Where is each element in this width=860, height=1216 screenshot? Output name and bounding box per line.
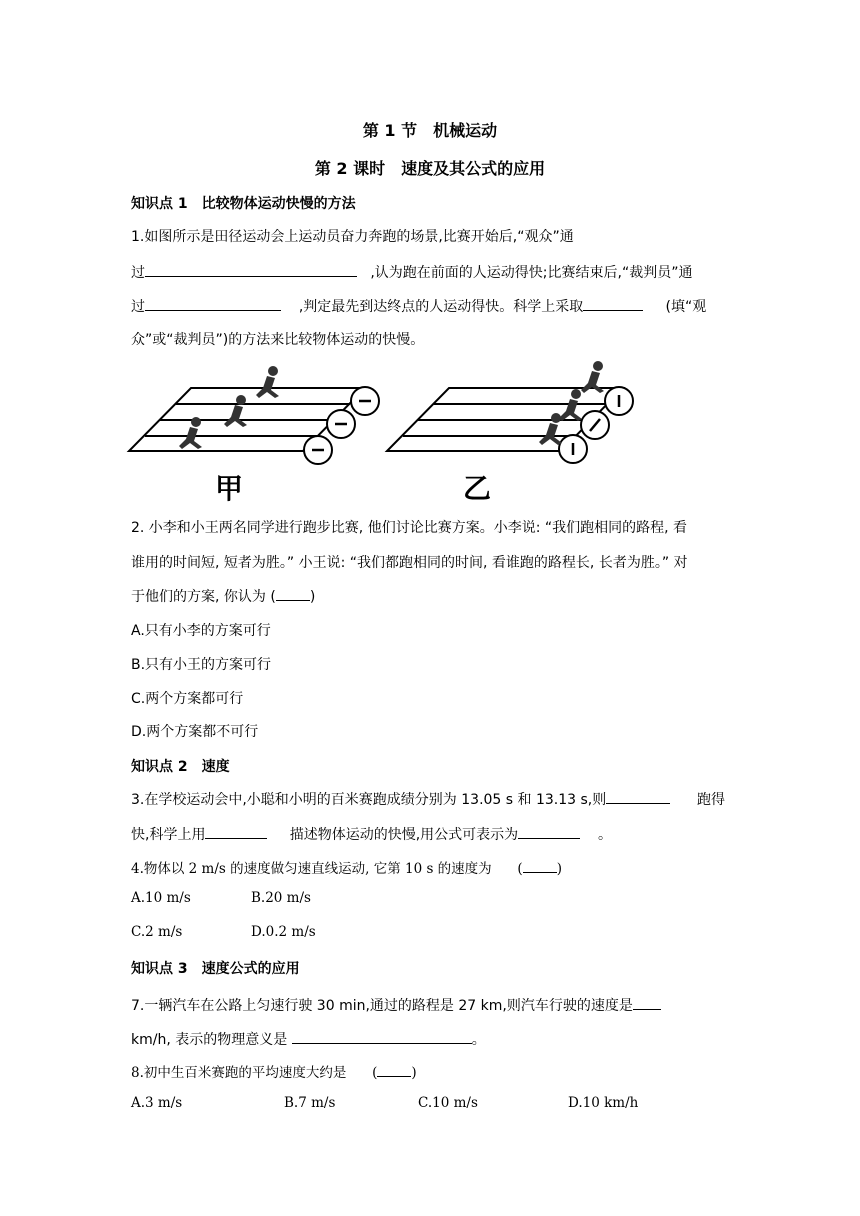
q7-blank-1[interactable]: [633, 995, 661, 1010]
q4-option-c: C.2 m/s: [131, 924, 183, 940]
kp3-heading: 知识点 3 速度公式的应用: [131, 961, 300, 977]
q4-option-a: A.10 m/s: [131, 890, 191, 906]
figure-label-b: 乙: [462, 472, 492, 505]
q1-blank-2[interactable]: [145, 296, 281, 311]
q4-line: 4.物体以 2 m/s 的速度做匀速直线运动, 它第 10 s 的速度为 ( ): [131, 857, 562, 877]
q1-blank-1[interactable]: [145, 262, 357, 277]
q7-text: 7.一辆汽车在公路上匀速行驶 30 min,通过的路程是 27 km,则汽车行驶的速度是: [131, 998, 633, 1014]
q3-text: 快,科学上用: [131, 827, 206, 843]
q7-text: km/h, 表示的物理意义是: [131, 1032, 288, 1048]
q8-answer-blank[interactable]: [377, 1062, 411, 1077]
section-title: 第 1 节 机械运动: [362, 121, 498, 140]
q4-answer-blank[interactable]: [523, 858, 557, 873]
q8-option-b: B.7 m/s: [284, 1095, 336, 1111]
q3-line1: [131, 789, 725, 809]
q1-line2: [131, 262, 692, 282]
q8-option-a: A.3 m/s: [131, 1095, 183, 1111]
q4-option-d: D.0.2 m/s: [251, 924, 316, 940]
q8-line: 8.初中生百米赛跑的平均速度大约是 ( ): [131, 1061, 417, 1081]
q3-line2: [131, 824, 612, 844]
q2-option-b: B.只有小王的方案可行: [131, 657, 272, 673]
q1-line4: 众”或“裁判员”)的方法来比较物体运动的快慢。: [131, 332, 425, 348]
q3-blank-2[interactable]: [205, 824, 267, 839]
q3-text: 描述物体运动的快慢,用公式可表示为: [289, 827, 519, 843]
q7-blank-2[interactable]: [292, 1029, 472, 1044]
q1-text: ,认为跑在前面的人运动得快;比赛结束后,“裁判员”通: [370, 265, 693, 281]
stopwatch-icon: [304, 387, 379, 464]
q8-text: 8.初中生百米赛跑的平均速度大约是: [131, 1065, 347, 1081]
q1-line1: 1.如图所示是田径运动会上运动员奋力奔跑的场景,比赛开始后,“观众”通: [131, 229, 574, 245]
q2-option-a: A.只有小李的方案可行: [131, 623, 271, 639]
q3-text: 3.在学校运动会中,小聪和小明的百米赛跑成绩分别为 13.05 s 和 13.13 s,则: [131, 792, 607, 808]
race-figure: [125, 352, 645, 507]
q2-line1: 2. 小李和小王两名同学进行跑步比赛, 他们讨论比赛方案。小李说: “我们跑相同的路程, 看: [131, 520, 688, 536]
q2-option-c: C.两个方案都可行: [131, 691, 244, 707]
q3-blank-3[interactable]: [518, 824, 580, 839]
q7-text: 。: [471, 1032, 486, 1048]
q2-text: 于他们的方案, 你认为: [131, 589, 266, 605]
race-tracks-svg: [125, 352, 645, 507]
kp2-heading: 知识点 2 速度: [131, 759, 230, 775]
q1-text: ,判定最先到达终点的人运动得快。科学上采取: [298, 299, 584, 315]
lesson-title: 第 2 课时 速度及其公式的应用: [314, 159, 546, 178]
q7-line1: [131, 995, 661, 1015]
q7-line2: [131, 1029, 486, 1049]
q3-text: 跑得: [696, 792, 725, 808]
q1-blank-3[interactable]: [583, 296, 643, 311]
q1-text: 过: [131, 265, 145, 281]
kp1-heading: 知识点 1 比较物体运动快慢的方法: [131, 196, 356, 212]
q8-option-c: C.10 m/s: [418, 1095, 478, 1111]
q2-option-d: D.两个方案都不可行: [131, 724, 259, 740]
q2-line2: 谁用的时间短, 短者为胜。” 小王说: “我们都跑相同的时间, 看谁跑的路程长, 长者为胜。” 对: [131, 555, 688, 571]
figure-label-a: 甲: [214, 472, 244, 505]
q8-option-d: D.10 km/h: [568, 1095, 639, 1111]
q1-line3: [131, 296, 706, 316]
q1-text: 过: [131, 299, 145, 315]
q1-text: (填“观: [665, 299, 707, 315]
q4-text: 4.物体以 2 m/s 的速度做匀速直线运动, 它第 10 s 的速度为: [131, 861, 492, 877]
q3-text: 。: [597, 827, 612, 843]
q2-answer-blank[interactable]: [276, 586, 310, 601]
q4-option-b: B.20 m/s: [251, 890, 311, 906]
q2-line3: 于他们的方案, 你认为 ( ): [131, 586, 315, 606]
q3-blank-1[interactable]: [606, 789, 670, 804]
